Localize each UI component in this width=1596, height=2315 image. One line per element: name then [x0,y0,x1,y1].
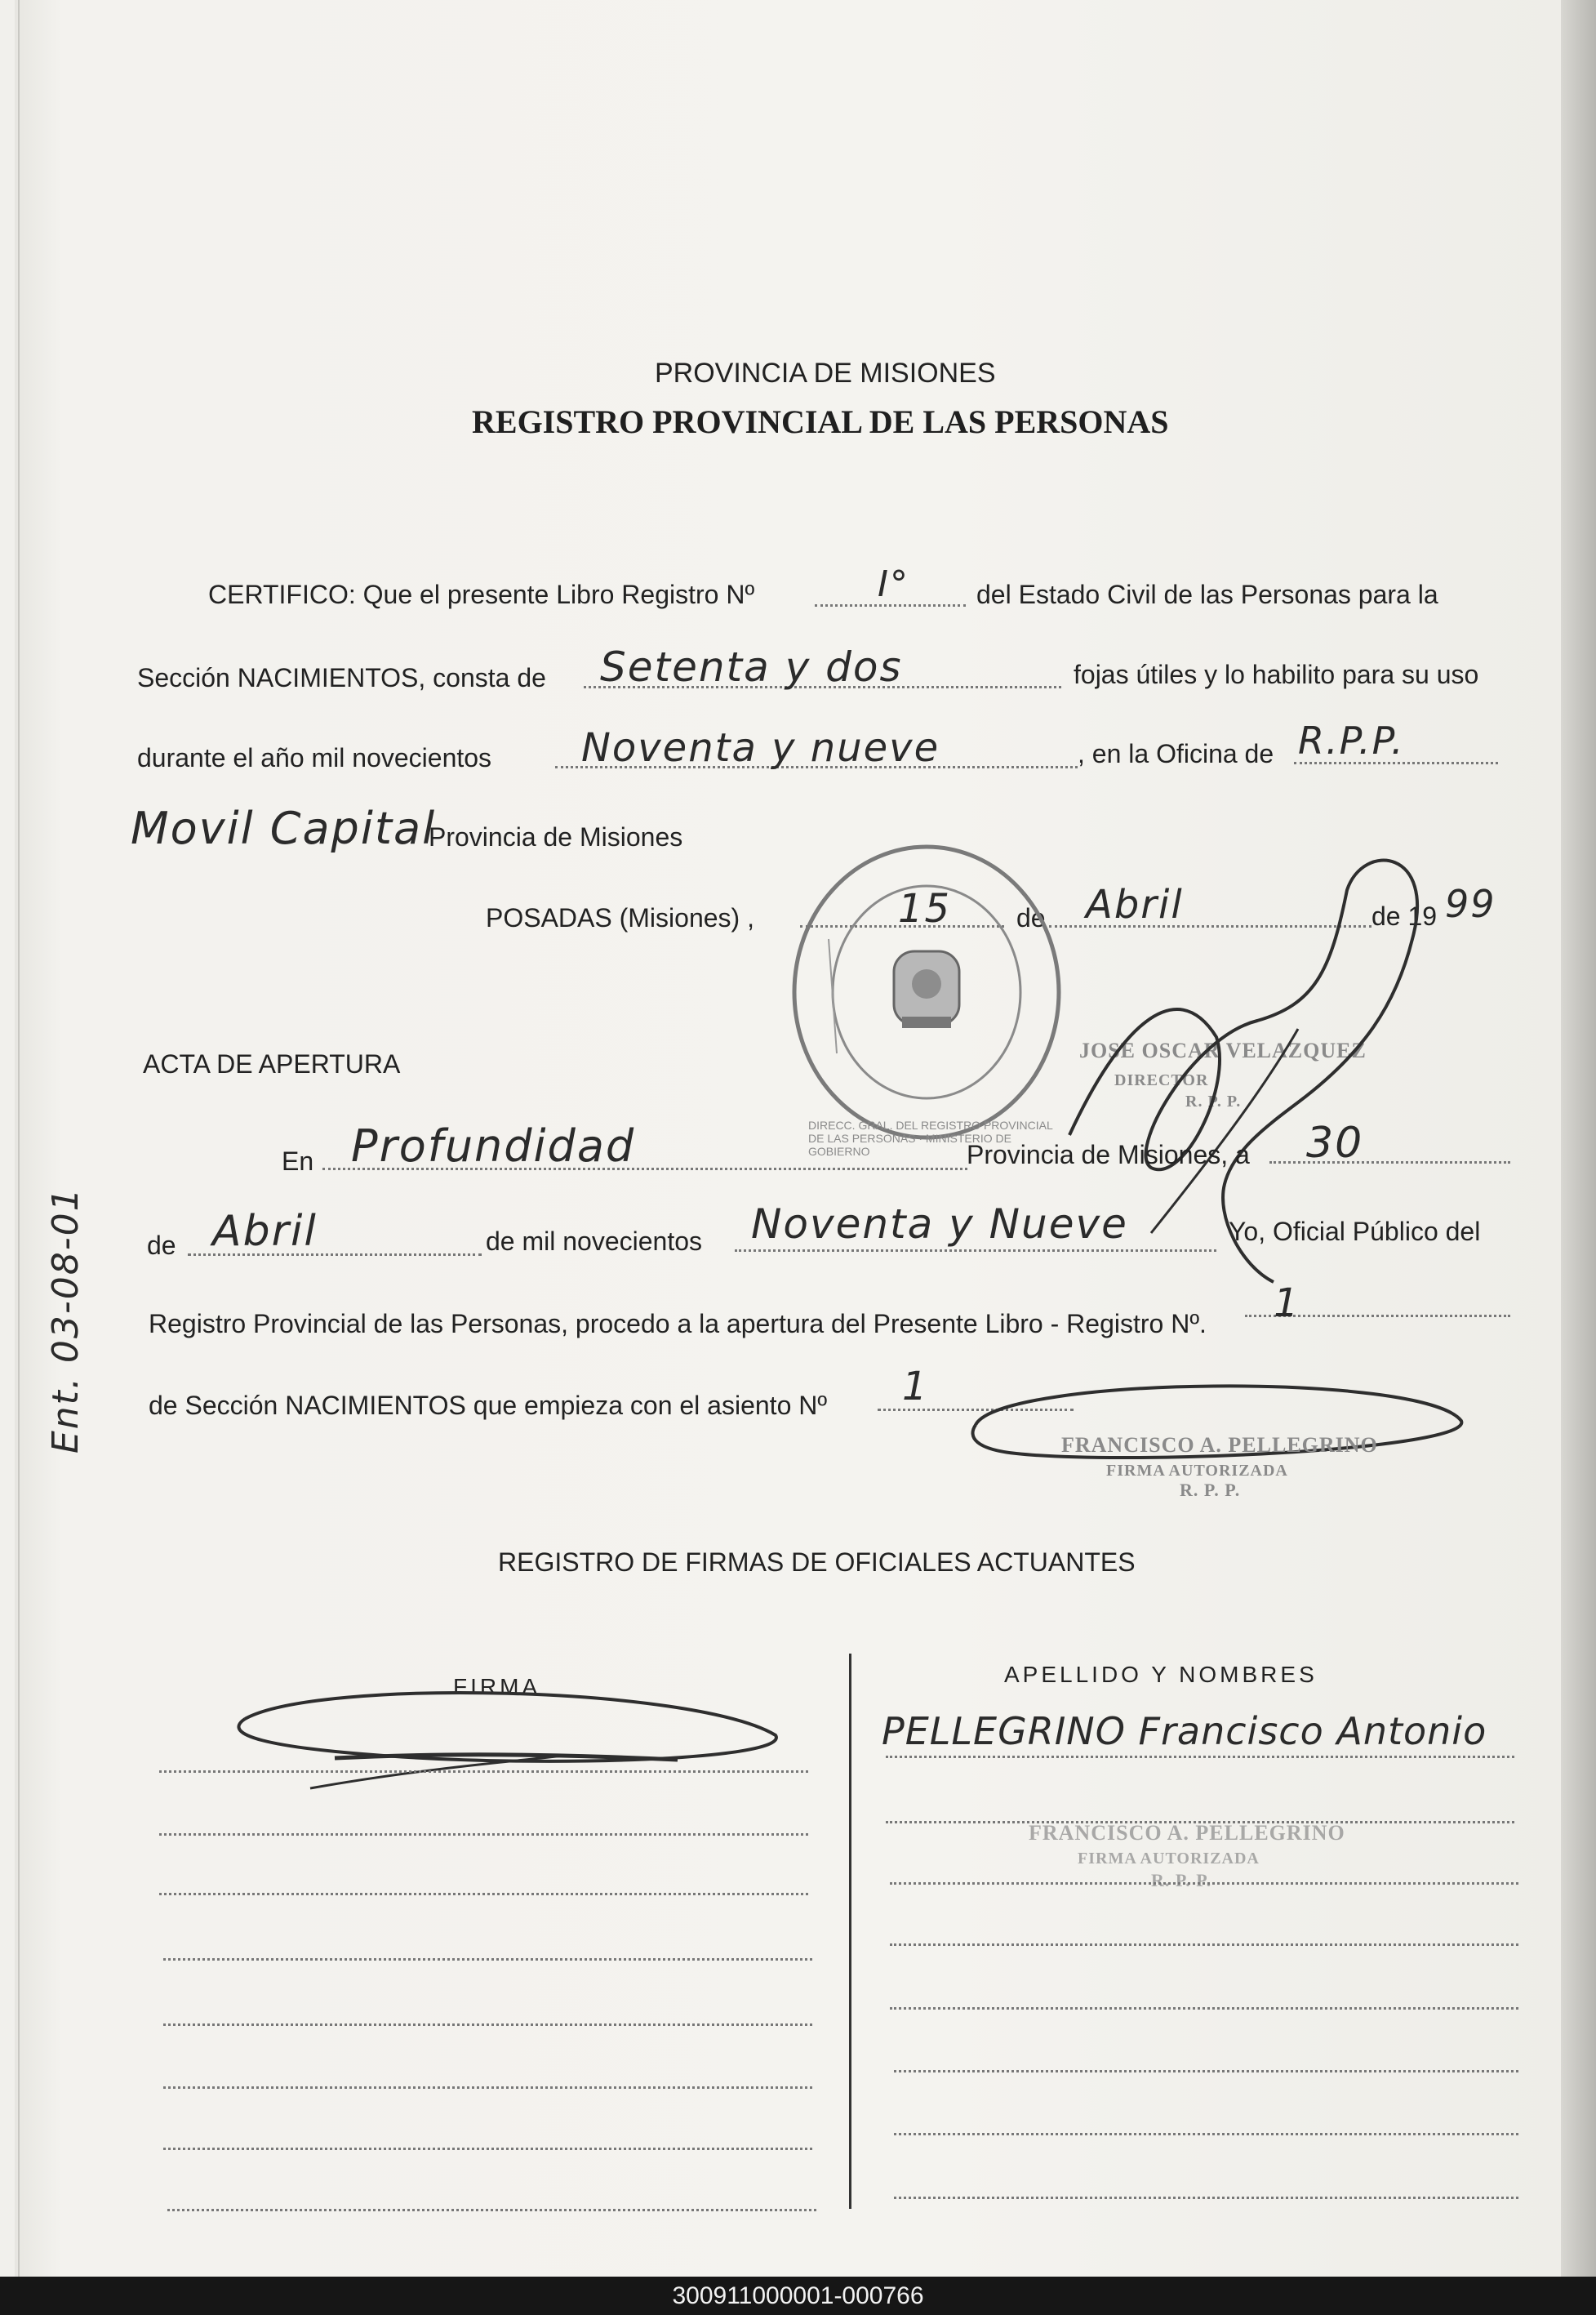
cert-day: 15 [898,886,952,932]
place: POSADAS (Misiones) , [486,903,754,933]
firma-row-line [163,2148,812,2150]
col-names-heading: APELLIDO Y NOMBRES [1004,1662,1318,1687]
firma-row-line [163,2023,812,2026]
director-org-stamp: R. P. P. [1185,1093,1242,1111]
signatures-heading: REGISTRO DE FIRMAS DE OFICIALES ACTUANTES [498,1547,1136,1577]
acta-year-words: Noventa y Nueve [751,1200,1128,1248]
cert-line3-a: durante el año mil novecientos [137,743,492,772]
acta-month: Abril [212,1207,318,1256]
cert-line2-a: Sección NACIMIENTOS, consta de [137,663,546,692]
page-fold-line [18,0,20,2277]
acta-day: 30 [1306,1119,1364,1168]
firma-row-line [159,1893,808,1895]
office: R.P.P. [1298,719,1405,763]
acta-prov: Provincia de Misiones, a [967,1140,1250,1169]
name-row-line [886,1756,1514,1758]
acta-de: de [147,1231,176,1260]
acta-entry-number: 1 [902,1364,929,1409]
document-id-footer: 300911000001-000766 [0,2277,1596,2315]
dotted-line [735,1249,1216,1252]
name-row-line [894,2197,1518,2199]
round-seal-text: DIRECC. GRAL. DEL REGISTRO PROVINCIAL DE LAS PERSONAS · MINISTERIO DE GOBIERNO [808,1119,1053,1158]
cert-line1-a: CERTIFICO: Que el presente Libro Registro Nº [208,580,755,609]
column-divider [849,1654,851,2209]
pages-count: Setenta y dos [600,643,903,691]
name-row-line [894,2070,1518,2072]
name-row-line [890,1882,1518,1885]
firma-signature [220,1678,792,1792]
col-firma-heading: FIRMA [453,1674,541,1699]
round-seal-stamp [788,841,1065,1143]
acta-line3: Registro Provincial de las Personas, procedo a la apertura del Presente Libro - Registro Nº. [149,1309,1207,1338]
name-row-line [890,1943,1518,1946]
book-number: I° [878,563,909,605]
official-name-entry: PELLEGRINO Francisco Antonio [882,1709,1487,1753]
acta-mil: de mil novecientos [486,1227,703,1256]
year-words: Noventa y nueve [581,725,940,771]
name-row-line [890,2007,1518,2010]
name-row-line [894,2133,1518,2135]
cert-year-prefix: de 19 [1371,902,1438,931]
official-org-stamp: R. P. P. [1180,1480,1241,1500]
acta-yo: Yo, Oficial Público del [1229,1217,1481,1246]
cert-line1-b: del Estado Civil de las Personas para la [976,580,1438,609]
acta-location: Profundidad [351,1120,636,1172]
cert-month: Abril [1086,882,1184,928]
name-row-line [886,1821,1514,1823]
firma-row-line [167,2209,816,2211]
cert-line3-b: , en la Oficina de [1078,739,1274,768]
firma-row-line [163,2086,812,2089]
registry-title: REGISTRO PROVINCIAL DE LAS PERSONAS [472,403,1169,440]
cert-de: de [1016,903,1046,933]
acta-register-number: 1 [1274,1280,1300,1326]
cert-line4-b: Provincia de Misiones [429,822,683,852]
page-edge [1561,0,1596,2277]
official-org-stamp-2: R. P. P. [1151,1870,1212,1890]
acta-line4: de Sección NACIMIENTOS que empieza con el asiento Nº [149,1391,828,1420]
cert-year-suffix: 99 [1445,882,1496,926]
office-continuation: Movil Capital [131,803,437,854]
province-title: PROVINCIA DE MISIONES [655,358,996,389]
director-name-stamp: JOSE OSCAR VELAZQUEZ [1079,1039,1367,1062]
official-title-stamp: FIRMA AUTORIZADA [1106,1462,1288,1480]
acta-en: En [282,1146,314,1176]
margin-note: Ent. 03-08-01 [45,1186,87,1454]
official-name-stamp-2: FRANCISCO A. PELLEGRINO [1029,1821,1345,1845]
official-title-stamp-2: FIRMA AUTORIZADA [1078,1850,1260,1868]
director-title-stamp: DIRECTOR [1114,1071,1209,1089]
firma-row-line [159,1770,808,1773]
firma-row-line [159,1833,808,1836]
cert-line2-b: fojas útiles y lo habilito para su uso [1074,660,1479,689]
firma-row-line [163,1958,812,1961]
official-name-stamp: FRANCISCO A. PELLEGRINO [1061,1433,1378,1457]
acta-heading: ACTA DE APERTURA [143,1049,401,1079]
